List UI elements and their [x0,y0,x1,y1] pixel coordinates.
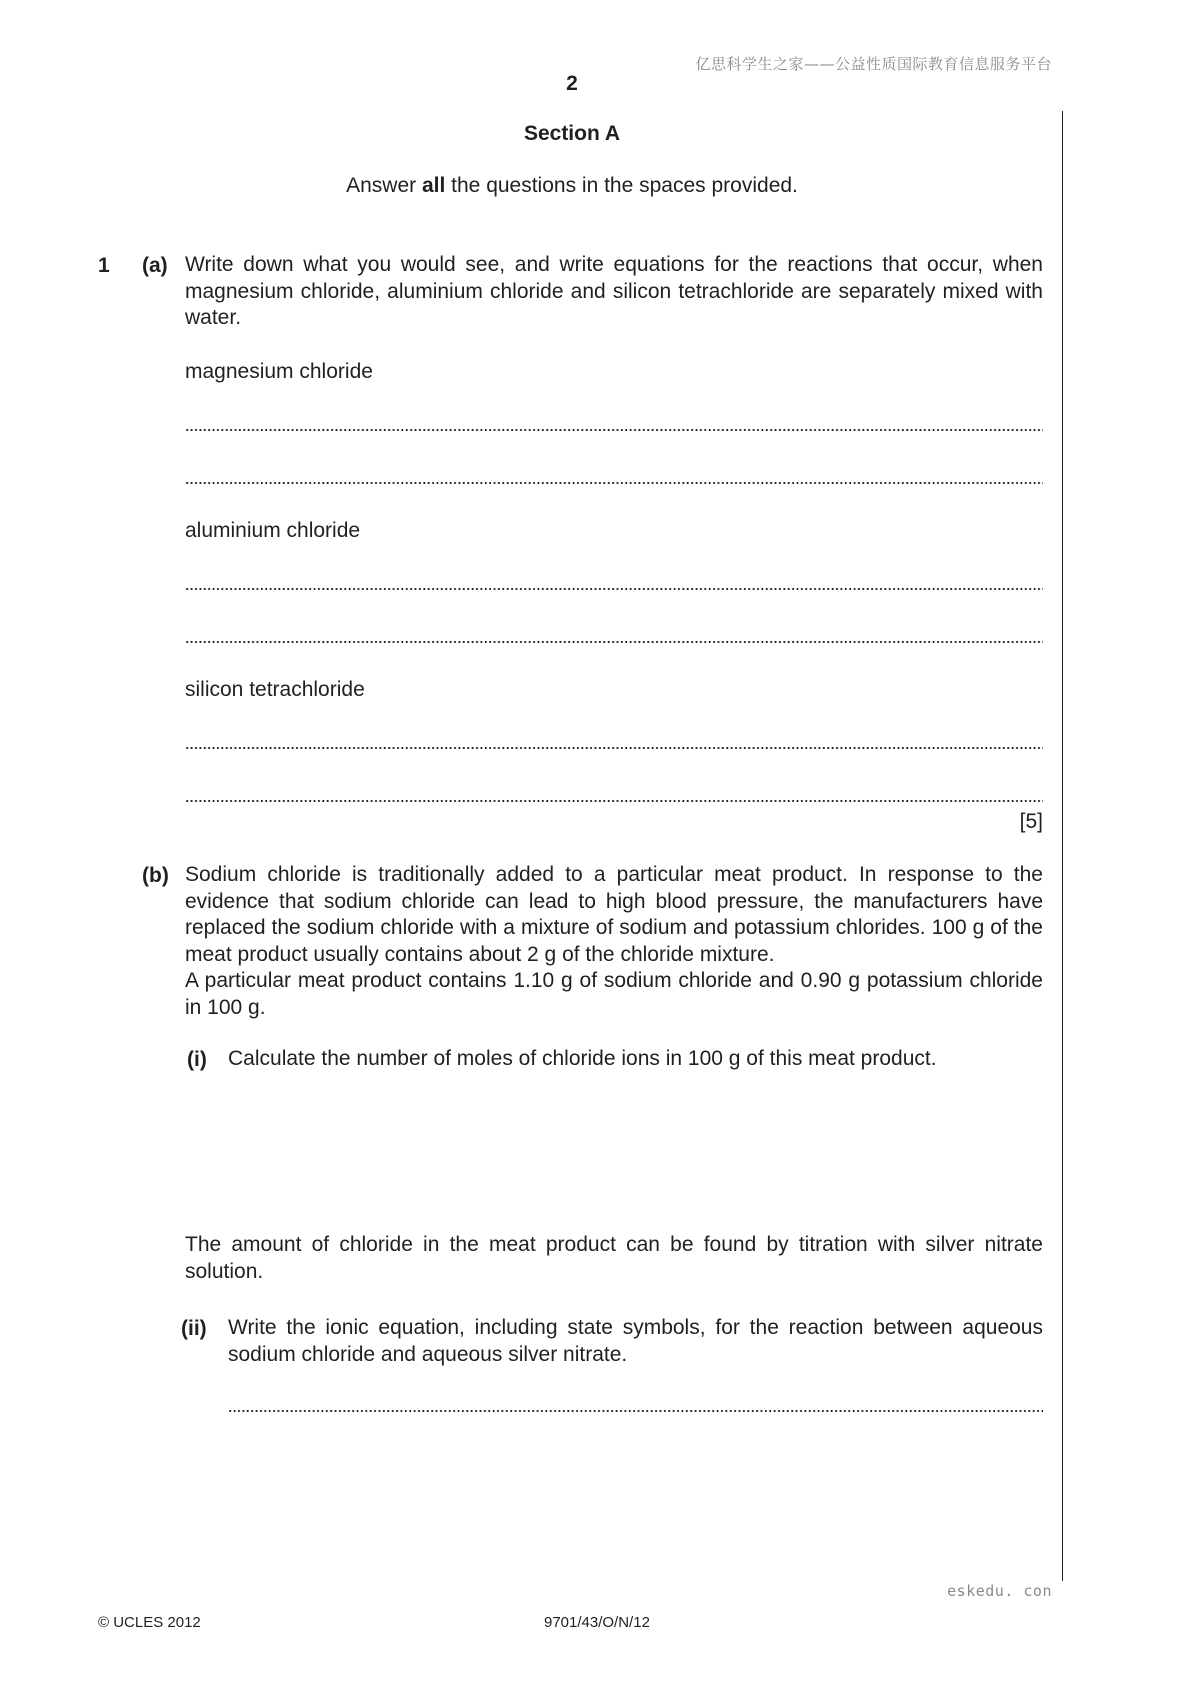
part-b-label: (b) [142,864,169,887]
part-b-paragraph-2: A particular meat product contains 1.10 g of sodium chloride and 0.90 g potassium chloride in 100 g. [185,969,1043,1019]
paper-code: 9701/43/O/N/12 [544,1614,650,1631]
sub-label-silicon-tetrachloride: silicon tetrachloride [185,678,365,701]
margin-rule [1062,111,1063,1581]
part-a-text: Write down what you would see, and write equations for the reactions that occur, when magnesium chloride, aluminium chloride and silicon tetrachloride are separately mixed with water. [185,253,1043,329]
section-title: Section A [523,122,621,145]
answer-line[interactable] [185,799,1043,803]
answer-line[interactable] [185,640,1043,644]
marks-label: [5] [1019,810,1043,833]
instruction-bold: all [421,174,446,197]
subpart-i-label: (i) [187,1048,207,1071]
part-b-paragraph-1: Sodium chloride is traditionally added to a particular meat product. In response to the evidence that sodium chloride can lead to high blood pressure, the manufacturers have replaced the sodium chloride with a mixture of sodium and potassium chlorides. 100 g of the meat product usually contains about 2 g of the chloride mixture. [185,863,1043,966]
copyright: © UCLES 2012 [98,1614,201,1631]
answer-line[interactable] [185,481,1043,485]
part-b-paragraph-3: The amount of chloride in the meat product can be found by titration with silver nitrate solution. [185,1233,1043,1283]
answer-line[interactable] [185,587,1043,591]
subpart-i-text: Calculate the number of moles of chloride ions in 100 g of this meat product. [228,1047,937,1070]
site-watermark: eskedu. con [947,1582,1052,1600]
sub-label-aluminium-chloride: aluminium chloride [185,519,361,542]
answer-line[interactable] [228,1409,1043,1413]
subpart-ii-label: (ii) [181,1317,207,1340]
page-number: 2 [566,72,578,95]
subpart-ii-text: Write the ionic equation, including state symbols, for the reaction between aqueous sodium chloride and aqueous silver nitrate. [228,1316,1043,1366]
answer-line[interactable] [185,428,1043,432]
question-number: 1 [98,254,110,277]
watermark-text: 亿思科学生之家——公益性质国际教育信息服务平台 [695,55,1052,73]
part-a-label: (a) [142,254,168,277]
section-instruction [0,174,1144,198]
sub-label-magnesium-chloride: magnesium chloride [185,360,373,383]
instruction-pre: Answer [346,174,422,197]
instruction-post: the questions in the spaces provided. [445,174,798,197]
answer-line[interactable] [185,746,1043,750]
